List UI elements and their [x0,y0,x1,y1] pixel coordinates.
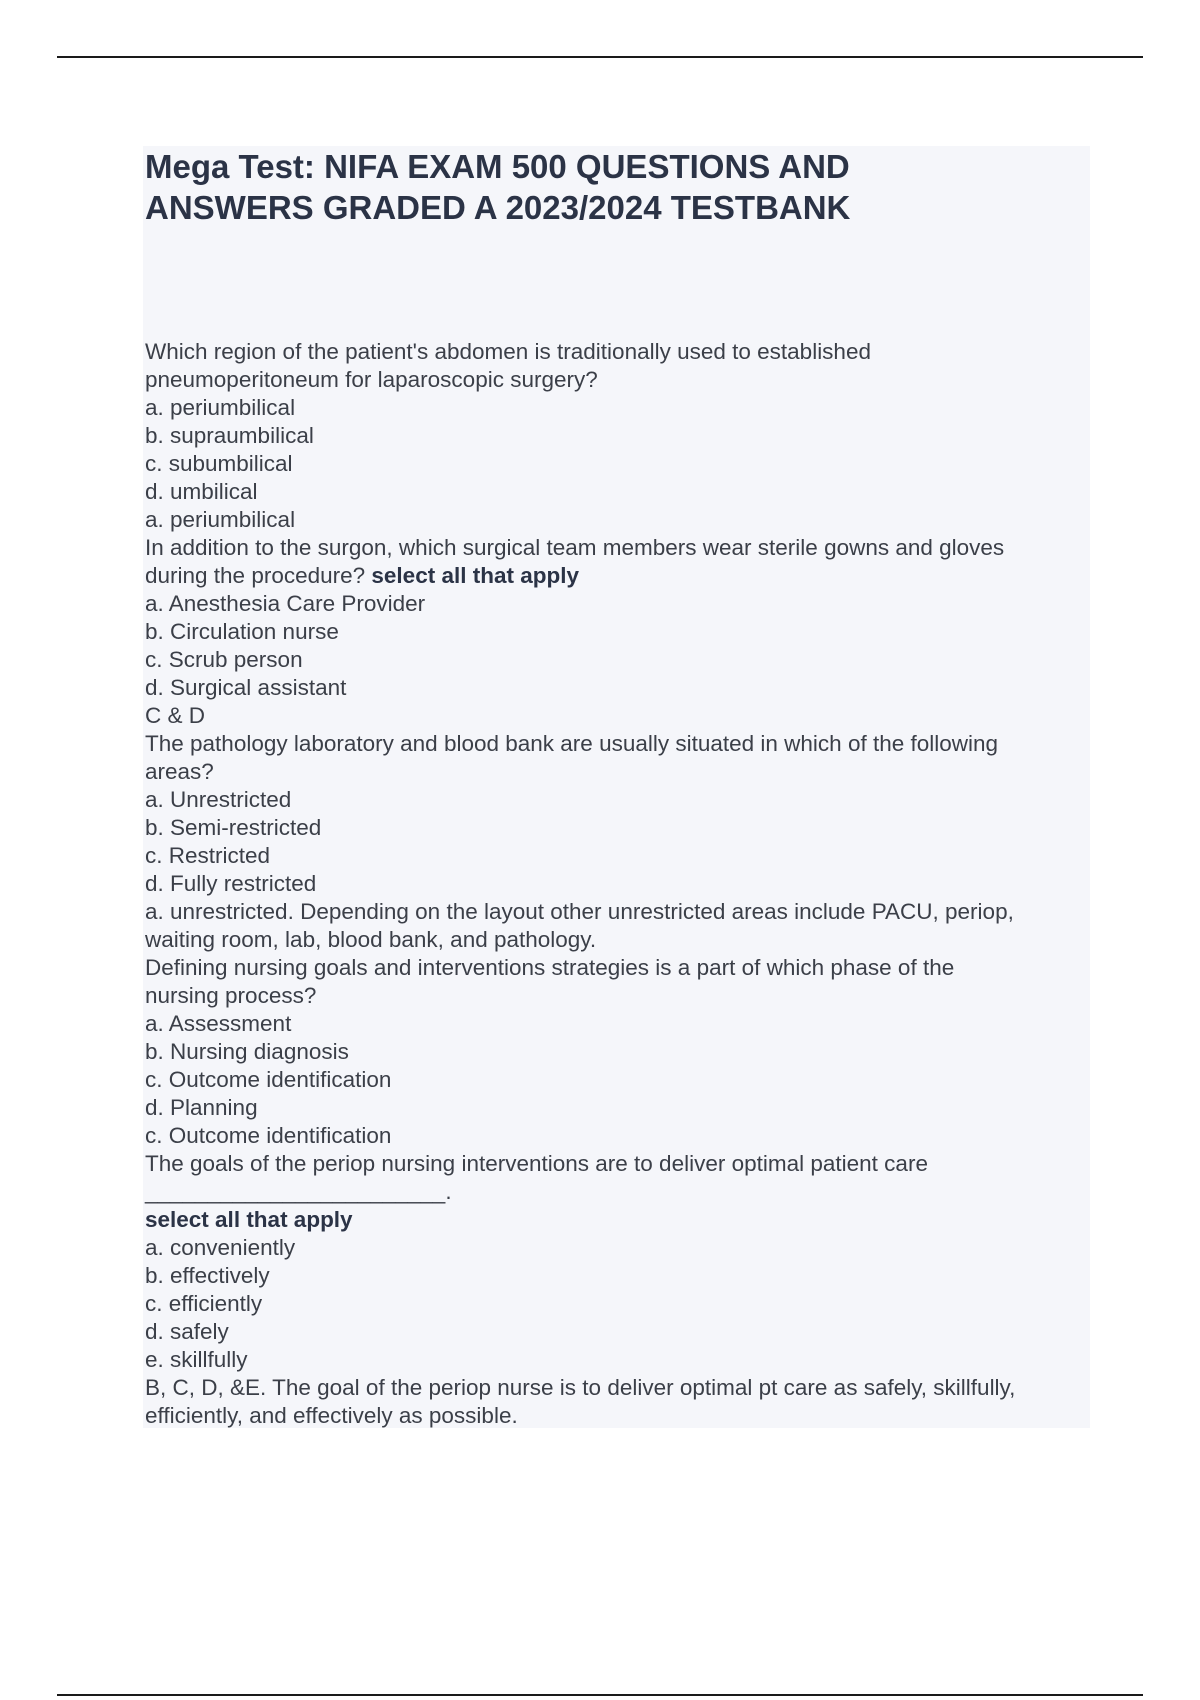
q1-option-d: d. umbilical [145,479,258,504]
q2-answer: C & D [145,703,206,728]
q5-option-c: c. efficiently [145,1291,263,1316]
q5-option-e: e. skillfully [145,1347,248,1372]
q3-question-line-1: The pathology laboratory and blood bank are usually situated in which of the following [145,731,999,756]
q3-option-a: a. Unrestricted [145,787,292,812]
bottom-rule [57,1694,1143,1696]
q2-question-line-2 [145,562,1090,590]
q5-option-b: b. effectively [145,1263,270,1288]
q3-option-d: d. Fully restricted [145,871,317,896]
q1-answer: a. periumbilical [145,507,296,532]
q2-option-c: c. Scrub person [145,647,303,672]
q2-option-b: b. Circulation nurse [145,619,339,644]
q2-select-all-note: select all that apply [371,563,579,588]
q3-option-c: c. Restricted [145,843,271,868]
q5-question-line-1: The goals of the periop nursing interventions are to deliver optimal patient care [145,1151,928,1176]
q2-question-line-1: In addition to the surgon, which surgical team members wear sterile gowns and gloves [145,535,1005,560]
q3-option-b: b. Semi-restricted [145,815,322,840]
q3-answer-line-2: waiting room, lab, blood bank, and pathology. [145,927,597,952]
q3-question-line-2: areas? [145,759,214,784]
top-rule [57,56,1143,58]
q1-option-c: c. subumbilical [145,451,293,476]
q4-option-d: d. Planning [145,1095,258,1120]
q2-option-a: a. Anesthesia Care Provider [145,591,426,616]
document-title [145,146,1075,228]
q2-question-text: during the procedure? [145,563,372,588]
q4-question-line-2: nursing process? [145,983,317,1008]
q2-option-d: d. Surgical assistant [145,675,347,700]
q5-question-blank-line: ________________________. [145,1179,452,1204]
q5-option-a: a. conveniently [145,1235,296,1260]
q1-question-line-1: Which region of the patient's abdomen is traditionally used to established [145,339,871,364]
q1-option-b: b. supraumbilical [145,423,314,448]
question-list [145,338,1090,1430]
q5-option-d: d. safely [145,1319,229,1344]
title-line-1: Mega Test: NIFA EXAM 500 QUESTIONS AND [145,148,850,185]
title-line-2: ANSWERS GRADED A 2023/2024 TESTBANK [145,189,851,226]
q4-answer: c. Outcome identification [145,1123,392,1148]
q1-option-a: a. periumbilical [145,395,296,420]
q4-question-line-1: Defining nursing goals and interventions strategies is a part of which phase of the [145,955,955,980]
q4-option-a: a. Assessment [145,1011,292,1036]
q5-answer-line-1: B, C, D, &E. The goal of the periop nurse is to deliver optimal pt care as safely, skillfully, [145,1375,1016,1400]
q1-question-line-2: pneumoperitoneum for laparoscopic surgery? [145,367,598,392]
q4-option-c: c. Outcome identification [145,1067,392,1092]
q5-answer-line-2: efficiently, and effectively as possible. [145,1403,518,1428]
q4-option-b: b. Nursing diagnosis [145,1039,349,1064]
q5-select-all-note: select all that apply [145,1207,353,1232]
q3-answer-line-1: a. unrestricted. Depending on the layout other unrestricted areas include PACU, periop, [145,899,1014,924]
